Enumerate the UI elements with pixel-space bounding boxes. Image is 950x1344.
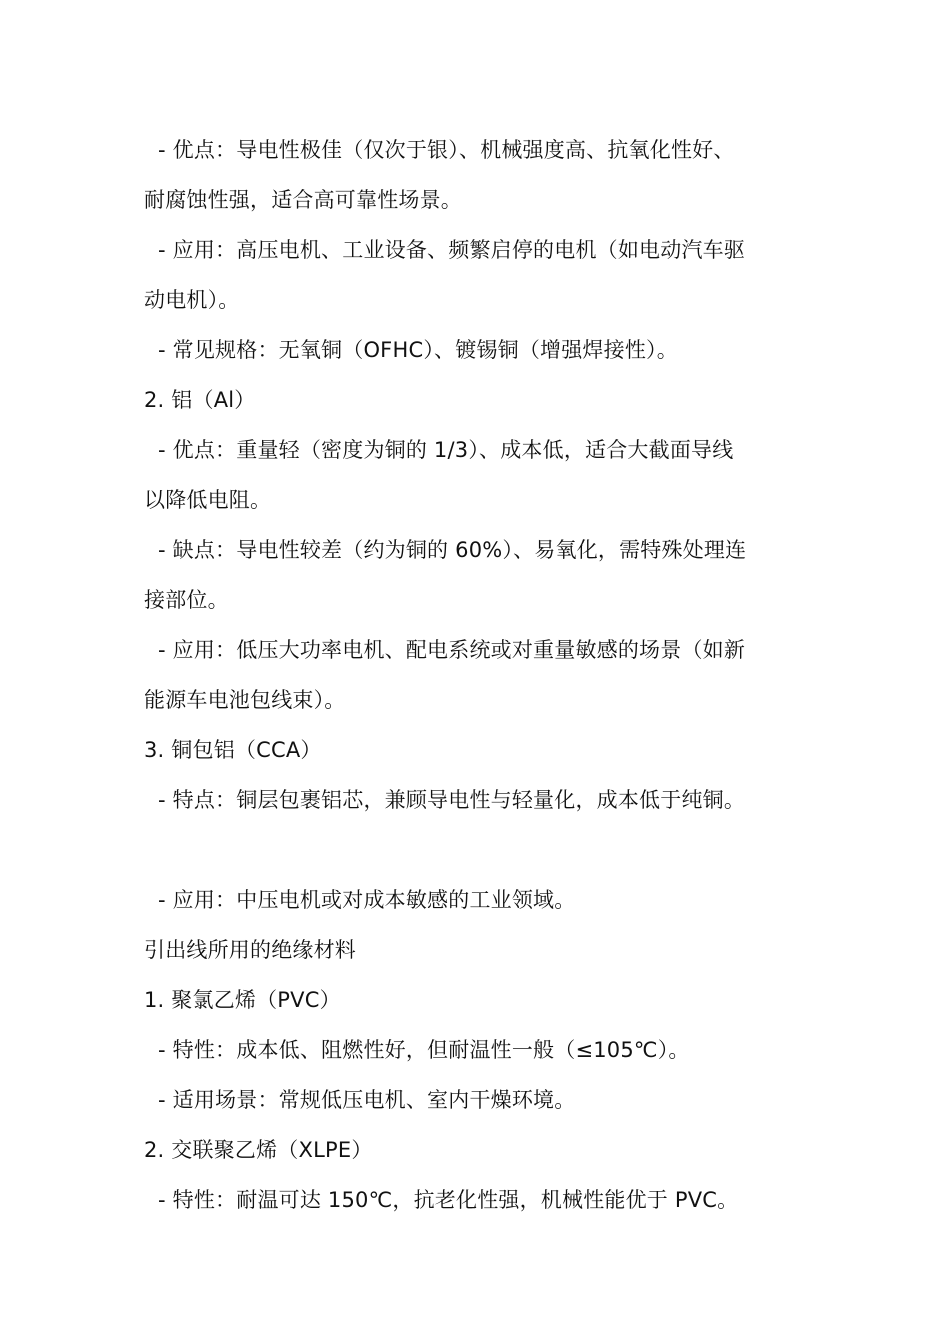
copper-advantages-line-1: - 优点：导电性极佳（仅次于银）、机械强度高、抗氧化性好、 [158,138,735,162]
aluminum-applications-line-2: 能源车电池包线束）。 [144,688,346,712]
pvc-properties-line: - 特性：成本低、阻燃性好，但耐温性一般（≤105℃）。 [158,1038,690,1062]
insulation-section-heading: 引出线所用的绝缘材料 [144,938,356,962]
xlpe-properties-line: - 特性：耐温可达 150℃，抗老化性强，机械性能优于 PVC。 [158,1188,739,1212]
copper-applications-line-2: 动电机）。 [144,288,240,312]
aluminum-disadvantages-line-1: - 缺点：导电性较差（约为铜的 60%）、易氧化，需特殊处理连 [158,538,747,562]
xlpe-heading: 2. 交联聚乙烯（XLPE） [144,1138,373,1162]
aluminum-applications-line-1: - 应用：低压大功率电机、配电系统或对重量敏感的场景（如新 [158,638,746,662]
copper-advantages-line-2: 耐腐蚀性强，适合高可靠性场景。 [144,188,462,212]
pvc-heading: 1. 聚氯乙烯（PVC） [144,988,341,1012]
copper-applications-line-1: - 应用：高压电机、工业设备、频繁启停的电机（如电动汽车驱 [158,238,746,262]
copper-specs-line: - 常见规格：无氧铜（OFHC）、镀锡铜（增强焊接性）。 [158,338,678,362]
cca-features-line: - 特点：铜层包裹铝芯，兼顾导电性与轻量化，成本低于纯铜。 [158,788,746,812]
pvc-scenarios-line: - 适用场景：常规低压电机、室内干燥环境。 [158,1088,576,1112]
cca-heading: 3. 铜包铝（CCA） [144,738,322,762]
aluminum-disadvantages-line-2: 接部位。 [144,588,229,612]
cca-applications-line: - 应用：中压电机或对成本敏感的工业领域。 [158,888,576,912]
aluminum-heading: 2. 铝（Al） [144,388,256,412]
aluminum-advantages-line-1: - 优点：重量轻（密度为铜的 1/3）、成本低，适合大截面导线 [158,438,734,462]
aluminum-advantages-line-2: 以降低电阻。 [144,488,272,512]
document-body [144,125,814,1225]
